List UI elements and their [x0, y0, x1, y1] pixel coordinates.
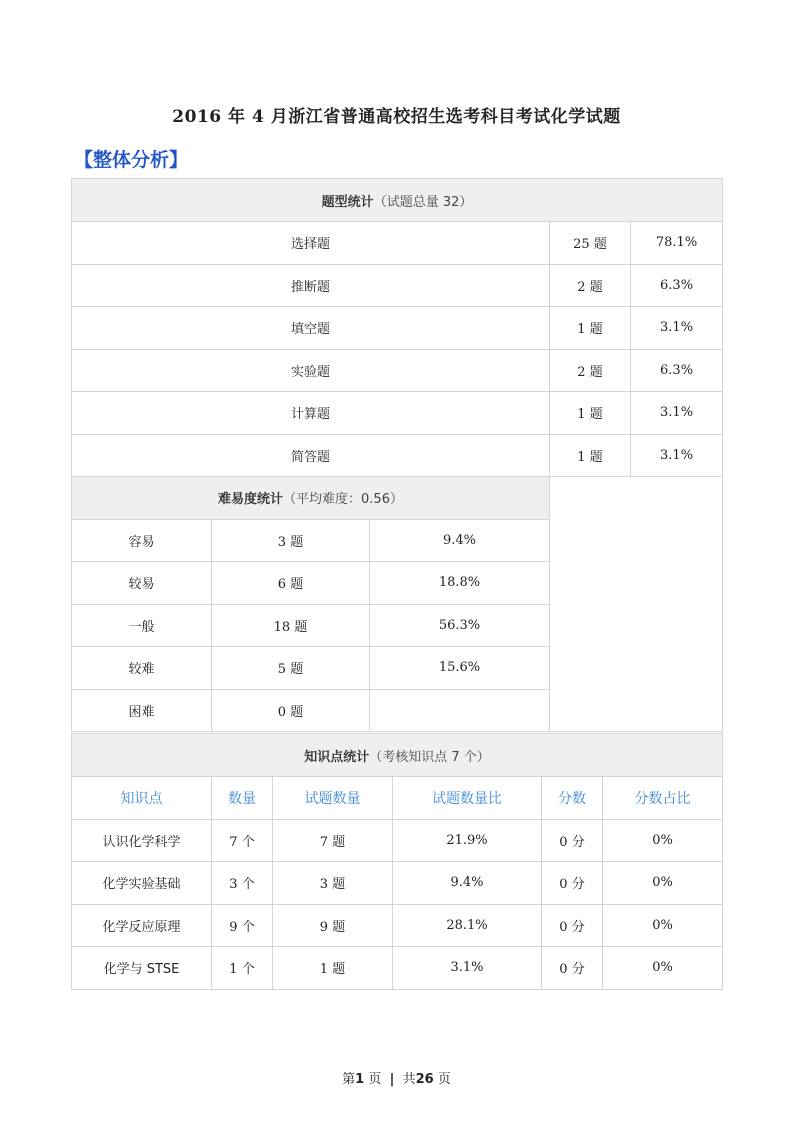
knowledge-question-ratio: 9.4% [393, 862, 542, 905]
type-percent: 3.1% [631, 434, 723, 477]
knowledge-count-note: （考核知识点 7 个） [369, 749, 490, 765]
knowledge-header-row [72, 734, 723, 777]
col-header-score: 分数 [542, 777, 603, 820]
total-pages: 26 [415, 1072, 434, 1087]
difficulty-title: 难易度统计 [218, 492, 284, 508]
type-name: 实验题 [72, 349, 550, 392]
difficulty-level: 一般 [72, 604, 212, 647]
knowledge-header [72, 734, 723, 777]
type-count: 2 题 [550, 264, 631, 307]
difficulty-percent: 18.8% [370, 562, 550, 605]
knowledge-count: 7 个 [212, 819, 273, 862]
difficulty-count: 6 题 [212, 562, 370, 605]
knowledge-column-headers [72, 777, 723, 820]
knowledge-score-ratio: 0% [603, 947, 723, 990]
difficulty-header-row [72, 477, 723, 520]
type-percent: 6.3% [631, 349, 723, 392]
difficulty-average: （平均难度：0.56） [283, 492, 403, 508]
type-percent: 3.1% [631, 392, 723, 435]
type-row [72, 392, 723, 435]
knowledge-score-ratio: 0% [603, 819, 723, 862]
type-stats-title: 题型统计 [321, 194, 374, 210]
difficulty-percent [370, 689, 550, 732]
knowledge-name: 化学与 STSE [72, 947, 212, 990]
col-header-count: 数量 [212, 777, 273, 820]
page-separator: | [389, 1072, 395, 1087]
knowledge-question-ratio: 3.1% [393, 947, 542, 990]
document-title: 2016 年 4 月浙江省普通高校招生选考科目考试化学试题 [172, 107, 621, 127]
total-label-suffix: 页 [433, 1072, 451, 1087]
difficulty-header [72, 477, 550, 520]
difficulty-level: 较易 [72, 562, 212, 605]
type-name: 简答题 [72, 434, 550, 477]
difficulty-count: 5 题 [212, 647, 370, 690]
type-row [72, 222, 723, 265]
type-count: 2 题 [550, 349, 631, 392]
knowledge-question-count: 7 题 [273, 819, 393, 862]
type-count: 1 题 [550, 434, 631, 477]
difficulty-count: 18 题 [212, 604, 370, 647]
knowledge-score: 0 分 [542, 904, 603, 947]
knowledge-name: 认识化学科学 [72, 819, 212, 862]
knowledge-name: 化学实验基础 [72, 862, 212, 905]
difficulty-level: 较难 [72, 647, 212, 690]
knowledge-score-ratio: 0% [603, 904, 723, 947]
knowledge-count: 9 个 [212, 904, 273, 947]
knowledge-score: 0 分 [542, 819, 603, 862]
difficulty-percent: 9.4% [370, 519, 550, 562]
difficulty-count: 3 题 [212, 519, 370, 562]
col-header-score-ratio: 分数占比 [603, 777, 723, 820]
col-header-question-count: 试题数量 [273, 777, 393, 820]
type-name: 选择题 [72, 222, 550, 265]
type-row [72, 307, 723, 350]
empty-cell [550, 477, 723, 732]
page-number: 1 [355, 1072, 365, 1087]
type-name: 推断题 [72, 264, 550, 307]
total-label-prefix: 共 [402, 1072, 416, 1087]
knowledge-question-count: 3 题 [273, 862, 393, 905]
knowledge-question-ratio: 21.9% [393, 819, 542, 862]
knowledge-row [72, 862, 723, 905]
type-percent: 3.1% [631, 307, 723, 350]
type-name: 计算题 [72, 392, 550, 435]
knowledge-count: 1 个 [212, 947, 273, 990]
knowledge-question-count: 9 题 [273, 904, 393, 947]
knowledge-row [72, 904, 723, 947]
difficulty-level: 容易 [72, 519, 212, 562]
difficulty-level: 困难 [72, 689, 212, 732]
knowledge-score: 0 分 [542, 947, 603, 990]
knowledge-score-ratio: 0% [603, 862, 723, 905]
difficulty-percent: 56.3% [370, 604, 550, 647]
knowledge-count: 3 个 [212, 862, 273, 905]
section-heading: 【整体分析】 [74, 149, 189, 171]
type-name: 填空题 [72, 307, 550, 350]
knowledge-title: 知识点统计 [304, 749, 370, 765]
type-count: 25 题 [550, 222, 631, 265]
knowledge-stats-table [71, 733, 723, 990]
col-header-question-ratio: 试题数量比 [393, 777, 542, 820]
knowledge-row [72, 947, 723, 990]
difficulty-count: 0 题 [212, 689, 370, 732]
knowledge-row [72, 819, 723, 862]
type-percent: 6.3% [631, 264, 723, 307]
type-count: 1 题 [550, 307, 631, 350]
knowledge-question-ratio: 28.1% [393, 904, 542, 947]
type-percent: 78.1% [631, 222, 723, 265]
page-label-suffix: 页 [364, 1072, 382, 1087]
difficulty-percent: 15.6% [370, 647, 550, 690]
type-row [72, 264, 723, 307]
knowledge-question-count: 1 题 [273, 947, 393, 990]
knowledge-name: 化学反应原理 [72, 904, 212, 947]
page-label-prefix: 第 [342, 1072, 356, 1087]
type-stats-header [72, 179, 723, 222]
stats-table-types-difficulty [71, 178, 723, 732]
type-stats-header-row [72, 179, 723, 222]
col-header-knowledge-point: 知识点 [72, 777, 212, 820]
type-stats-total: （试题总量 32） [373, 194, 473, 210]
type-row [72, 349, 723, 392]
type-count: 1 题 [550, 392, 631, 435]
page-footer [0, 1068, 793, 1087]
type-row [72, 434, 723, 477]
knowledge-score: 0 分 [542, 862, 603, 905]
